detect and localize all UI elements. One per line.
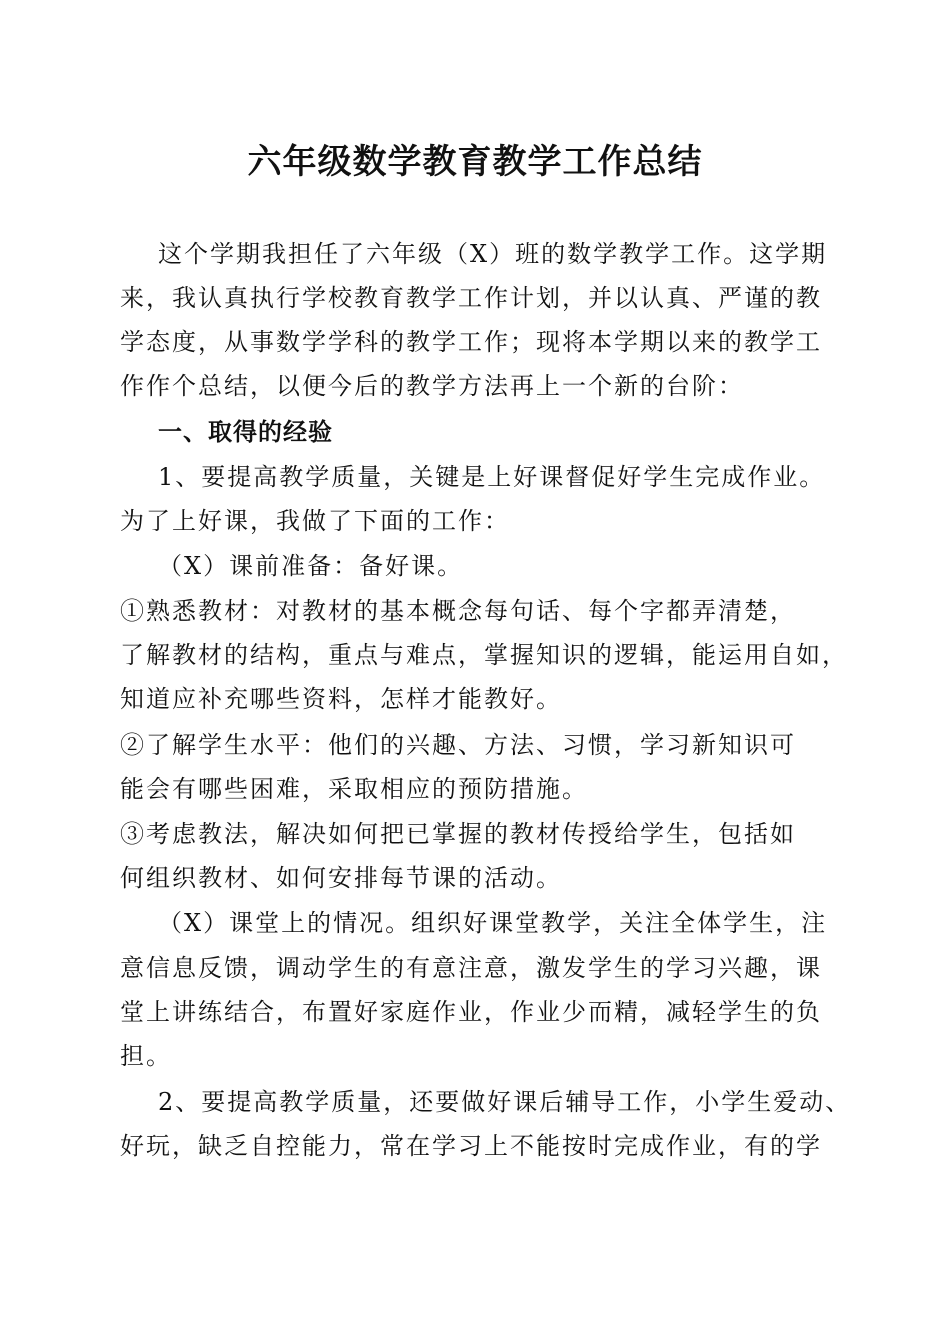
paragraph-line: 这个学期我担任了六年级（X）班的数学教学工作。这学期 <box>158 240 828 268</box>
paragraph-line: ①熟悉教材：对教材的基本概念每句话、每个字都弄清楚， <box>120 597 796 625</box>
paragraph-line: 学态度，从事数学学科的教学工作；现将本学期以来的教学工 <box>120 328 822 356</box>
paragraph-line: 作作个总结，以便今后的教学方法再上一个新的台阶： <box>120 372 744 400</box>
paragraph-line: 好玩，缺乏自控能力，常在学习上不能按时完成作业，有的学 <box>120 1132 822 1160</box>
paragraph-line: ③考虑教法，解决如何把已掌握的教材传授给学生，包括如 <box>120 820 796 848</box>
paragraph-line: 知道应补充哪些资料，怎样才能教好。 <box>120 685 562 713</box>
page-title: 六年级数学教育教学工作总结 <box>247 142 703 182</box>
paragraph-line: ②了解学生水平：他们的兴趣、方法、习惯，学习新知识可 <box>120 731 796 759</box>
paragraph-line: 1、要提高教学质量，关键是上好课督促好学生完成作业。 <box>158 463 826 491</box>
paragraph-line: 了解教材的结构，重点与难点，掌握知识的逻辑，能运用自如， <box>120 641 848 669</box>
paragraph-line: 何组织教材、如何安排每节课的活动。 <box>120 864 562 892</box>
paragraph-line: 2、要提高教学质量，还要做好课后辅导工作，小学生爱动、 <box>158 1088 852 1116</box>
paragraph-line: 意信息反馈，调动学生的有意注意，激发学生的学习兴趣，课 <box>120 954 822 982</box>
paragraph-line: （X）课前准备：备好课。 <box>158 552 464 580</box>
paragraph-line: 来，我认真执行学校教育教学工作计划，并以认真、严谨的教 <box>120 284 822 312</box>
paragraph-line: （X）课堂上的情况。组织好课堂教学，关注全体学生，注 <box>158 909 828 937</box>
paragraph-line: 能会有哪些困难，采取相应的预防措施。 <box>120 775 588 803</box>
paragraph-line: 为了上好课，我做了下面的工作： <box>120 507 510 535</box>
paragraph-line: 担。 <box>120 1042 172 1070</box>
paragraph-line: 堂上讲练结合，布置好家庭作业，作业少而精，减轻学生的负 <box>120 998 822 1026</box>
section-heading: 一、取得的经验 <box>158 418 333 446</box>
